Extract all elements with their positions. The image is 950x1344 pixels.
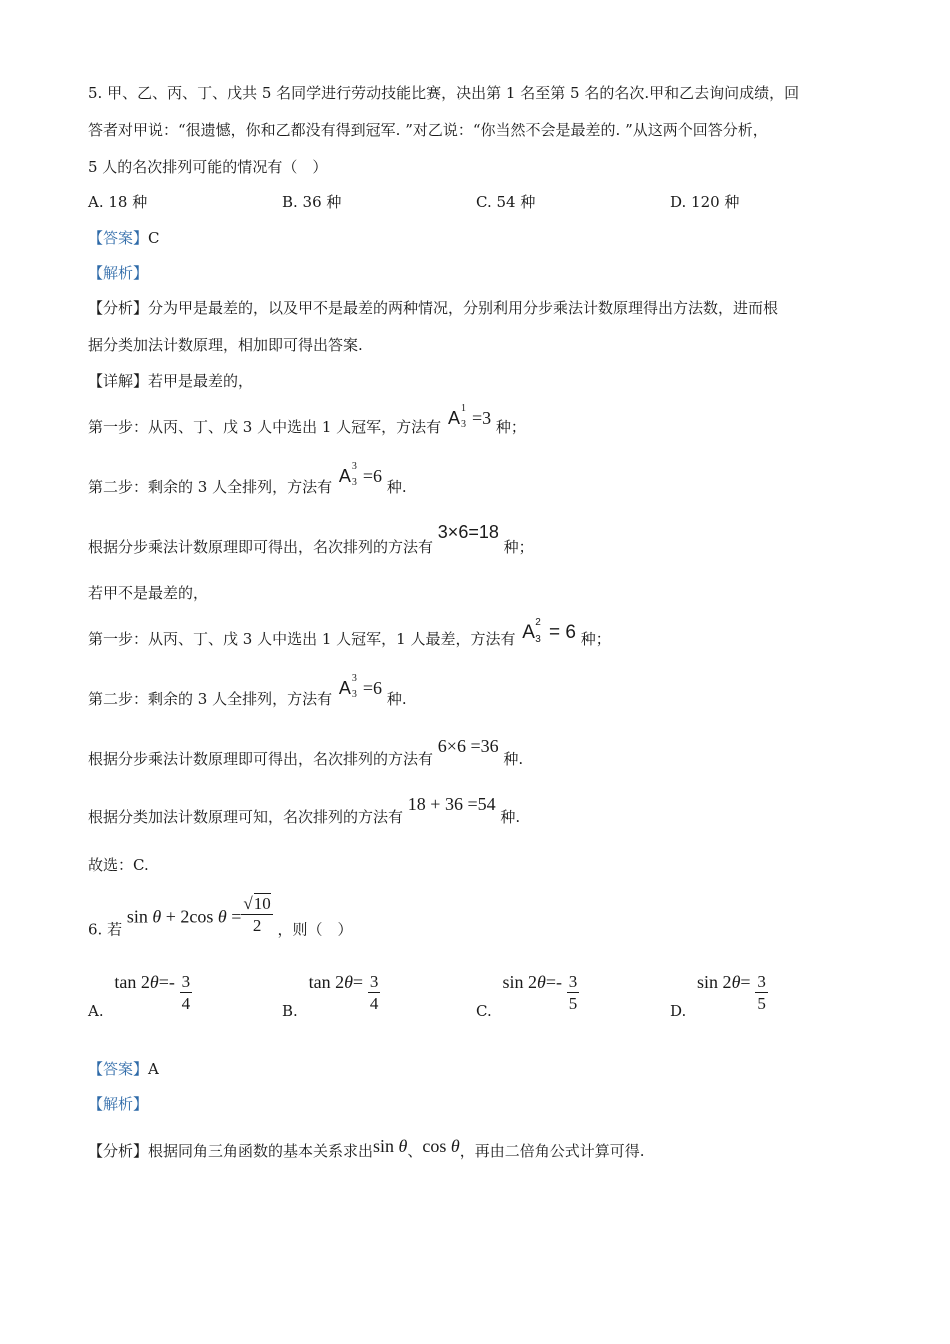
q5-option-d: D. 120 种 [670, 193, 740, 211]
formula-6x6: 6×6 =36 [437, 736, 499, 756]
q5-analysis-tag: 【解析】 [88, 264, 149, 282]
q5-case2: 若甲不是最差的， [88, 584, 209, 602]
fenxi-tag: 【分析】 [88, 1142, 149, 1160]
q6-option-a: A. tan 2θ=- $\frac{3}{4}$ [88, 972, 191, 1020]
q6-analysis-tag: 【解析】 [88, 1095, 149, 1113]
q5-fenxi-line1: 【分析】分为甲是最差的，以及甲不是最差的两种情况，分别利用分步乘法计数原理得出方法数，进而根 [88, 299, 779, 317]
q5-stem-line2: 答者对甲说：“很遗憾，你和乙都没有得到冠军. ”对乙说：“你当然不会是最差的. ”从这两个回答分析， [88, 121, 768, 139]
formula-a33: A 3 3 =6 [338, 461, 383, 488]
formula-3x6: 3×6=18 [437, 522, 499, 542]
q6-option-d: D. sin 2θ= $\frac{3}{5}$ [670, 972, 766, 1020]
q6-option-c: C. sin 2θ=- $\frac{3}{5}$ [476, 972, 578, 1020]
formula-a33-b: A 3 3 =6 [338, 673, 383, 700]
q5-conclusion: 故选：C. [88, 856, 149, 874]
q6-answer [88, 1058, 159, 1079]
xiangjie-tag: 【详解】 [88, 372, 149, 390]
q5-fenxi-line2: 据分类加法计数原理，相加即可得出答案. [88, 336, 363, 354]
answer-value: C [148, 229, 160, 247]
q5-case2-step3: 根据分步乘法计数原理即可得出，名次排列的方法有 6×6 =36 种. [88, 736, 524, 768]
q6-fenxi: 【分析】根据同角三角函数的基本关系求出sin θ、cos θ，再由二倍角公式计算可得. [88, 1136, 645, 1160]
q5-option-a: A. 18 种 [88, 193, 148, 211]
answer-tag: 【答案】 [88, 1060, 149, 1078]
q6-stem: 6. 若 sin θ + 2cos θ = $\frac{√10}{2}$ ，则（ ） [88, 894, 353, 939]
q5-option-c: C. 54 种 [476, 193, 536, 211]
q5-sum: 根据分类加法计数原理可知，名次排列的方法有 18 + 36 =54 种. [88, 794, 521, 826]
q5-step3: 根据分步乘法计数原理即可得出，名次排列的方法有 3×6=18 种； [88, 522, 534, 556]
q6-option-b: B. tan 2θ= $\frac{3}{4}$ [282, 972, 379, 1020]
formula-sum: 18 + 36 =54 [407, 794, 496, 814]
q5-xiangjie: 【详解】若甲是最差的， [88, 372, 254, 390]
q5-step2: 第二步：剩余的 3 人全排列，方法有 A 3 3 =6 种. [88, 461, 407, 496]
q5-case2-step2: 第二步：剩余的 3 人全排列，方法有 A 3 3 =6 种. [88, 673, 407, 708]
q5-answer [88, 227, 160, 248]
q5-step1: 第一步：从丙、丁、戊 3 人中选出 1 人冠军，方法有 A 1 3 =3 种； [88, 403, 526, 436]
q5-option-b: B. 36 种 [282, 193, 342, 211]
fenxi-tag: 【分析】 [88, 299, 149, 317]
q5-stem-line1: 5. 甲、乙、丙、丁、戊共 5 名同学进行劳动技能比赛，决出第 1 名至第 5 名的名次.甲和乙去询问成绩，回 [88, 84, 800, 102]
answer-value: A [148, 1060, 159, 1078]
q6-condition: sin θ + 2cos θ = $\frac{√10}{2}$ [126, 894, 271, 935]
formula-a31: A 1 3 =3 [447, 403, 492, 430]
formula-a32: A 2 3 = 6 [522, 617, 576, 645]
answer-tag: 【答案】 [88, 229, 149, 247]
q5-case2-step1: 第一步：从丙、丁、戊 3 人中选出 1 人冠军，1 人最差，方法有 A 2 3 = 6 种； [88, 617, 611, 648]
q5-stem-line3: 5 人的名次排列可能的情况有（ ） [88, 158, 328, 176]
